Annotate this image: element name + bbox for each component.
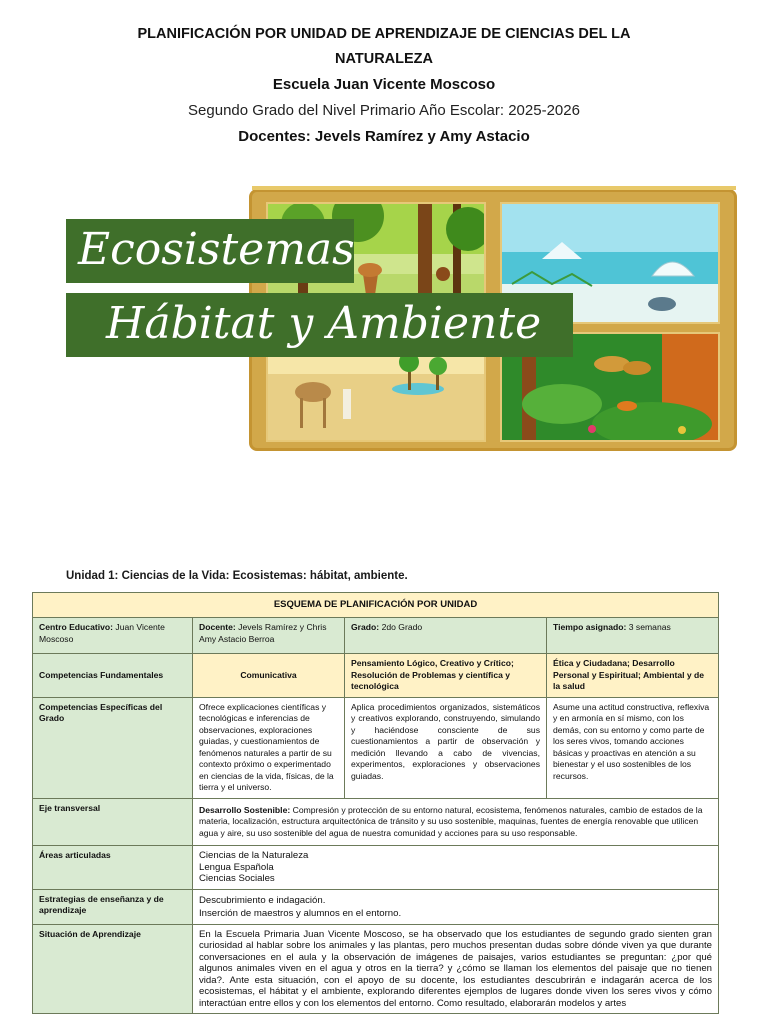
estrategia-item: Inserción de maestros y alumnos en el entorno.: [199, 907, 402, 919]
especifica-3: Asume una actitud constructiva, reflexiva y en armonía en sí mismo, con los demás, con su entorno y como parte de los seres vivos, tomando acciones básicas y proactivas en atención a su bienestar y el uso sostenibles de los recursos.: [547, 697, 719, 798]
fundamental-comunicativa: Comunicativa: [193, 654, 345, 698]
areas-label: Áreas articuladas: [33, 846, 193, 890]
estrategias-label: Estrategias de enseñanza y de aprendizaje: [33, 889, 193, 924]
eje-label: Eje transversal: [33, 798, 193, 846]
situacion-row: [33, 924, 719, 1014]
center-cell: Centro Educativo: Juan Vicente Moscoso: [33, 618, 193, 654]
table-heading: ESQUEMA DE PLANIFICACIÓN POR UNIDAD: [33, 593, 719, 618]
situacion-label: Situación de Aprendizaje: [33, 924, 193, 1014]
unit-title: Unidad 1: Ciencias de la Vida: Ecosistemas: hábitat, ambiente.: [66, 570, 408, 582]
banner-illustration: [66, 186, 738, 454]
fundamentales-row: [33, 654, 719, 698]
planning-table: [32, 592, 719, 1014]
estrategias-row: [33, 889, 719, 924]
document-header: [0, 22, 768, 147]
estrategia-item: Descubrimiento e indagación.: [199, 894, 326, 906]
area-item: Ciencias Sociales: [199, 873, 275, 884]
areas-content: [193, 846, 719, 890]
table-heading-row: [33, 593, 719, 618]
areas-row: [33, 846, 719, 890]
eje-content: Desarrollo Sostenible: Compresión y protección de su entorno natural, ecosistema, fenómenos naturales, cambio de estados de la materia, localización, estructura arquitectónica de tránsito y su uso sostenible, maquinas, fuentes de energía renovable que utilicen agua y aire, su uso sostenible del agua de nuestra comunidad y acciones para su uso responsable.: [193, 798, 719, 846]
document-title: PLANIFICACIÓN POR UNIDAD DE APRENDIZAJE DE CIENCIAS DEL LA NATURALEZA: [137, 26, 631, 67]
fundamental-etica: Ética y Ciudadana; Desarrollo Personal y Espiritual; Ambiental y de la salud: [547, 654, 719, 698]
banner-title-ecosistemas: Ecosistemas: [66, 219, 354, 283]
banner-title-habitat: Hábitat y Ambiente: [66, 293, 573, 357]
teacher-cell: Docente: Jevels Ramírez y Chris Amy Astacio Berroa: [193, 618, 345, 654]
fundamentales-label: Competencias Fundamentales: [33, 654, 193, 698]
especifica-2: Aplica procedimientos organizados, sistemáticos y creativos explorando, construyendo, simulando y haciéndose consciente de sus cuestionamientos a partir de observación y medición llevando a cabo de vivencias, experimentos, exploraciones y observaciones guiadas.: [345, 697, 547, 798]
eje-row: [33, 798, 719, 846]
area-item: Lengua Española: [199, 861, 274, 873]
grade-cell: Grado: 2do Grado: [345, 618, 547, 654]
area-item: Ciencias de la Naturaleza: [199, 850, 309, 861]
school-name: Escuela Juan Vicente Moscoso: [272, 76, 496, 93]
situacion-content: En la Escuela Primaria Juan Vicente Moscoso, se ha observado que los estudiantes de segundo grado sienten gran curiosidad al hablar sobre los animales y las plantas, pero muchos presentan dudas sobre dónde viven ya que durante conversaciones en el aula y la observación de imágenes de paisajes, varios estudiantes se preguntan: ¿por qué algunos animales viven en el agua y otros en la tierra? y ¿cómo se llaman los elementos del paisaje que no tienen vida?. Ante esta situación, con el apoyo de su docente, los estudiantes descubrirán e indagarán acerca de los ecosistemas, el hábitat y el ambiente, explorando diferentes ejemplos de lugares donde viven los seres vivos y cómo interactúan entre ellos y con los elementos del entorno. Como resultado, elaborarán modelos y artes: [193, 924, 719, 1014]
especifica-1: Ofrece explicaciones científicas y tecnológicas e inferencias de observaciones, exploraciones guiadas, y cuestionamientos de fenómenos naturales a partir de su contexto próximo o experimentado en ciencias de la vida, físicas, de la tierra y el universo.: [193, 697, 345, 798]
especificas-label: Competencias Específicas del Grado: [33, 697, 193, 798]
info-row: [33, 618, 719, 654]
estrategias-content: [193, 889, 719, 924]
time-cell: Tiempo asignado: 3 semanas: [547, 618, 719, 654]
especificas-row: [33, 697, 719, 798]
grade-line: Segundo Grado del Nivel Primario Año Escolar: 2025-2026: [188, 102, 580, 119]
teachers-line: Docentes: Jevels Ramírez y Amy Astacio: [238, 128, 530, 145]
fundamental-pensamiento: Pensamiento Lógico, Creativo y Crítico; Resolución de Problemas y científica y tecnológica: [345, 654, 547, 698]
